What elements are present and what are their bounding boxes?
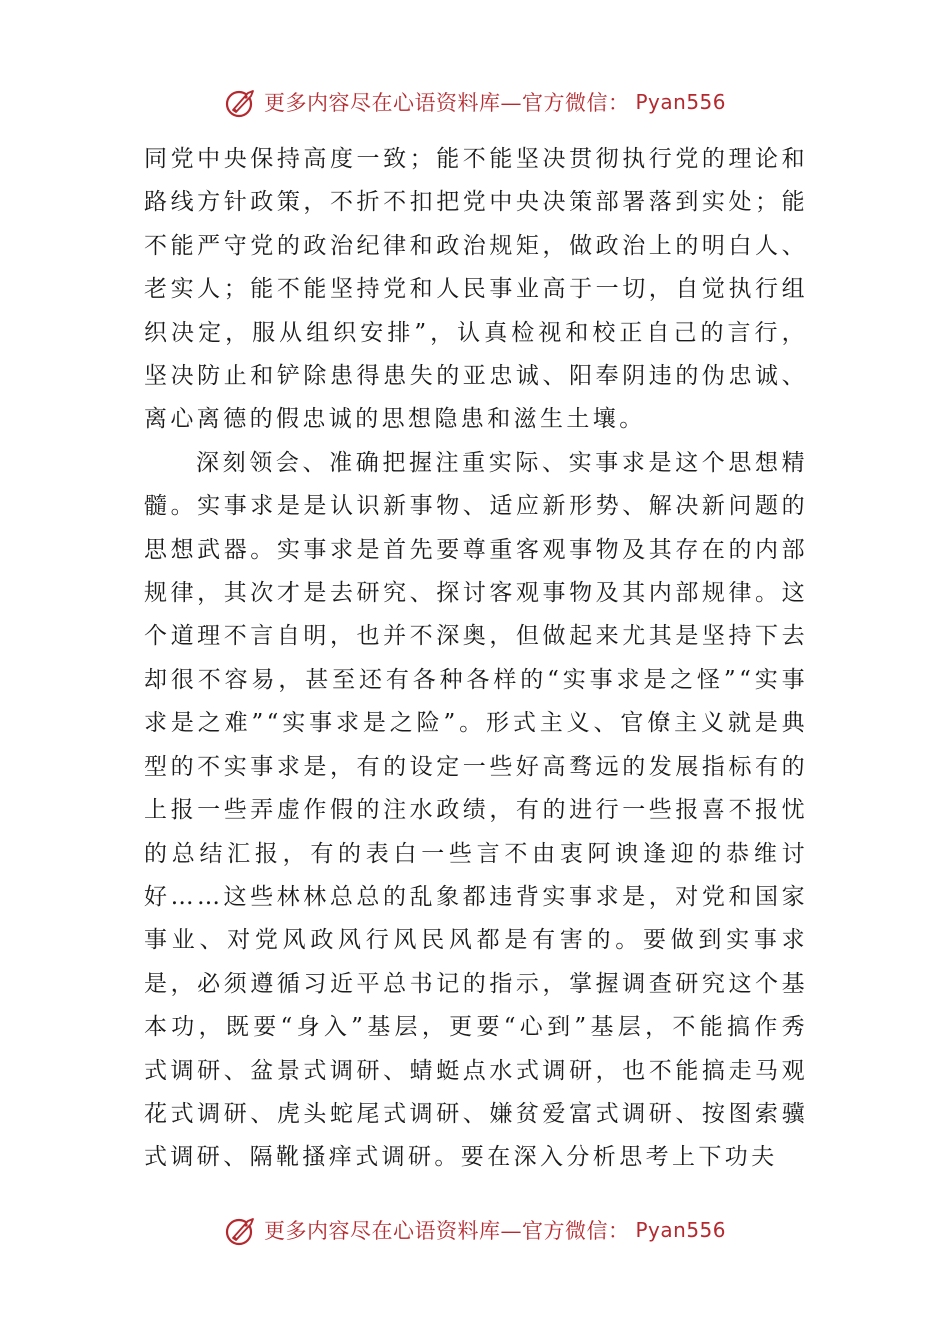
pen-nib-circle-icon: [224, 1213, 258, 1247]
paragraph-1: 同党中央保持高度一致；能不能坚决贯彻执行党的理论和路线方针政策，不折不扣把党中央决策部署落到实处；能不能严守党的政治纪律和政治规矩，做政治上的明白人、老实人；能不能坚持党和人民事业高于一切，自觉执行组织决定，服从组织安排”，认真检视和校正自己的言行，坚决防止和铲除患得患失的亚忠诚、阳奉阴违的伪忠诚、离心离德的假忠诚的思想隐患和滋生土壤。: [144, 146, 808, 433]
header-wechat-id: Pyan556: [635, 90, 726, 114]
header-banner: [0, 82, 950, 122]
document-body: [144, 138, 808, 1180]
pen-nib-circle-icon: [224, 85, 258, 119]
footer-banner-text: 更多内容尽在心语资料库—官方微信：: [263, 1219, 630, 1243]
header-banner-inner: [224, 85, 726, 119]
paragraph-2: 深刻领会、准确把握注重实际、实事求是这个思想精髓。实事求是是认识新事物、适应新形势、解决新问题的思想武器。实事求是首先要尊重客观事物及其存在的内部规律，其次才是去研究、探讨客观事物及其内部规律。这个道理不言自明，也并不深奥，但做起来尤其是坚持下去却很不容易，甚至还有各种各样的“实事求是之怪”“实事求是之难”“实事求是之险”。形式主义、官僚主义就是典型的不实事求是，有的设定一些好高骛远的发展指标有的上报一些弄虚作假的注水政绩，有的进行一些报喜不报忧的总结汇报，有的表白一些言不由衷阿谀逢迎的恭维讨好……这些林林总总的乱象都违背实事求是，对党和国家事业、对党风政风行风民风都是有害的。要做到实事求是，必须遵循习近平总书记的指示，掌握调查研究这个基本功，既要“身入”基层，更要“心到”基层，不能搞作秀式调研、盆景式调研、蜻蜓点水式调研，也不能搞走马观花式调研、虎头蛇尾式调研、嫌贫爱富式调研、按图索骥式调研、隔靴搔痒式调研。要在深入分析思考上下功夫: [144, 449, 808, 1171]
footer-banner-inner: [224, 1213, 726, 1247]
header-banner-text: 更多内容尽在心语资料库—官方微信：: [263, 91, 630, 115]
footer-wechat-id: Pyan556: [635, 1218, 726, 1242]
footer-banner: [0, 1210, 950, 1250]
